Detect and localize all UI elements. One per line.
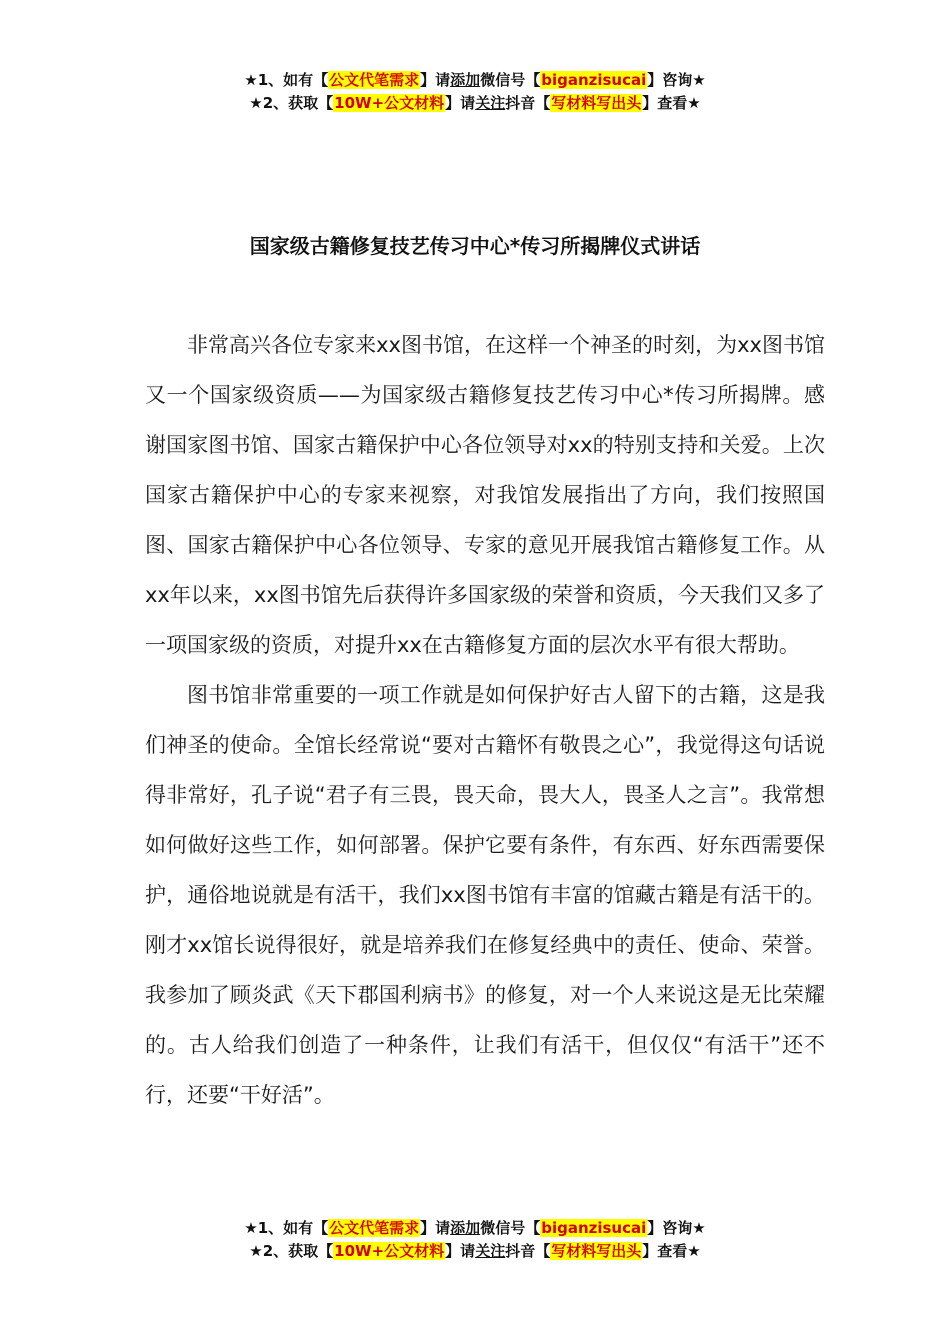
promo-text: 2、获取【 [262, 94, 334, 112]
highlight-service: 公文代笔需求 [329, 1219, 420, 1237]
emphasis-add: 添加 [450, 71, 481, 89]
highlight-materials: 10W+公文材料 [334, 94, 445, 112]
star-icon: ★ [249, 94, 263, 112]
highlight-materials: 10W+公文材料 [334, 1242, 445, 1260]
star-icon: ★ [249, 1242, 263, 1260]
star-icon: ★ [244, 71, 258, 89]
promo-text: 】请 [420, 71, 451, 89]
star-icon: ★ [692, 71, 706, 89]
highlight-wechat-id: biganzisucai [541, 71, 647, 89]
emphasis-follow: 关注 [475, 1242, 506, 1260]
promo-text: 】请 [445, 94, 476, 112]
promo-text: 抖音【 [505, 94, 551, 112]
emphasis-add: 添加 [450, 1219, 481, 1237]
star-icon: ★ [687, 1242, 701, 1260]
promo-text: 微信号【 [480, 1219, 541, 1237]
promo-line-1 [0, 69, 950, 92]
promo-text: 】请 [420, 1219, 451, 1237]
paragraph: 图书馆非常重要的一项工作就是如何保护好古人留下的古籍，这是我们神圣的使命。全馆长经常说“要对古籍怀有敬畏之心”，我觉得这句话说得非常好，孔子说“君子有三畏，畏天命，畏大人，畏圣人之言”。我常想如何做好这些工作，如何部署。保护它要有条件，有东西、好东西需要保护，通俗地说就是有活干，我们xx图书馆有丰富的馆藏古籍是有活干的。刚才xx馆长说得很好，就是培养我们在修复经典中的责任、使命、荣誉。我参加了顾炎武《天下郡国利病书》的修复，对一个人来说这是无比荣耀的。古人给我们创造了一种条件，让我们有活干，但仅仅“有活干”还不行，还要“干好活”。 [145, 683, 825, 1107]
promo-text: 】咨询 [647, 1219, 693, 1237]
promo-line-1 [0, 1217, 950, 1240]
highlight-wechat-id: biganzisucai [541, 1219, 647, 1237]
promo-text: 】查看 [642, 1242, 688, 1260]
promo-text: 】咨询 [647, 71, 693, 89]
document-body [145, 320, 825, 1120]
promo-text: 1、如有【 [257, 1219, 329, 1237]
highlight-douyin-id: 写材料写出头 [551, 1242, 642, 1260]
star-icon: ★ [692, 1219, 706, 1237]
promo-footer [0, 1217, 950, 1263]
star-icon: ★ [687, 94, 701, 112]
promo-text: 】请 [445, 1242, 476, 1260]
emphasis-follow: 关注 [475, 94, 506, 112]
promo-line-2 [0, 1240, 950, 1263]
highlight-douyin-id: 写材料写出头 [551, 94, 642, 112]
document-title: 国家级古籍修复技艺传习中心*传习所揭牌仪式讲话 [249, 234, 701, 258]
promo-text: 2、获取【 [262, 1242, 334, 1260]
paragraph: 非常高兴各位专家来xx图书馆，在这样一个神圣的时刻，为xx图书馆又一个国家级资质——为国家级古籍修复技艺传习中心*传习所揭牌。感谢国家图书馆、国家古籍保护中心各位领导对xx的特别支持和关爱。上次国家古籍保护中心的专家来视察，对我馆发展指出了方向，我们按照国图、国家古籍保护中心各位领导、专家的意见开展我馆古籍修复工作。从xx年以来，xx图书馆先后获得许多国家级的荣誉和资质，今天我们又多了一项国家级的资质，对提升xx在古籍修复方面的层次水平有很大帮助。 [145, 333, 825, 657]
promo-text: 】查看 [642, 94, 688, 112]
star-icon: ★ [244, 1219, 258, 1237]
promo-header [0, 69, 950, 115]
promo-text: 1、如有【 [257, 71, 329, 89]
highlight-service: 公文代笔需求 [329, 71, 420, 89]
promo-text: 抖音【 [505, 1242, 551, 1260]
promo-line-2 [0, 92, 950, 115]
promo-text: 微信号【 [480, 71, 541, 89]
